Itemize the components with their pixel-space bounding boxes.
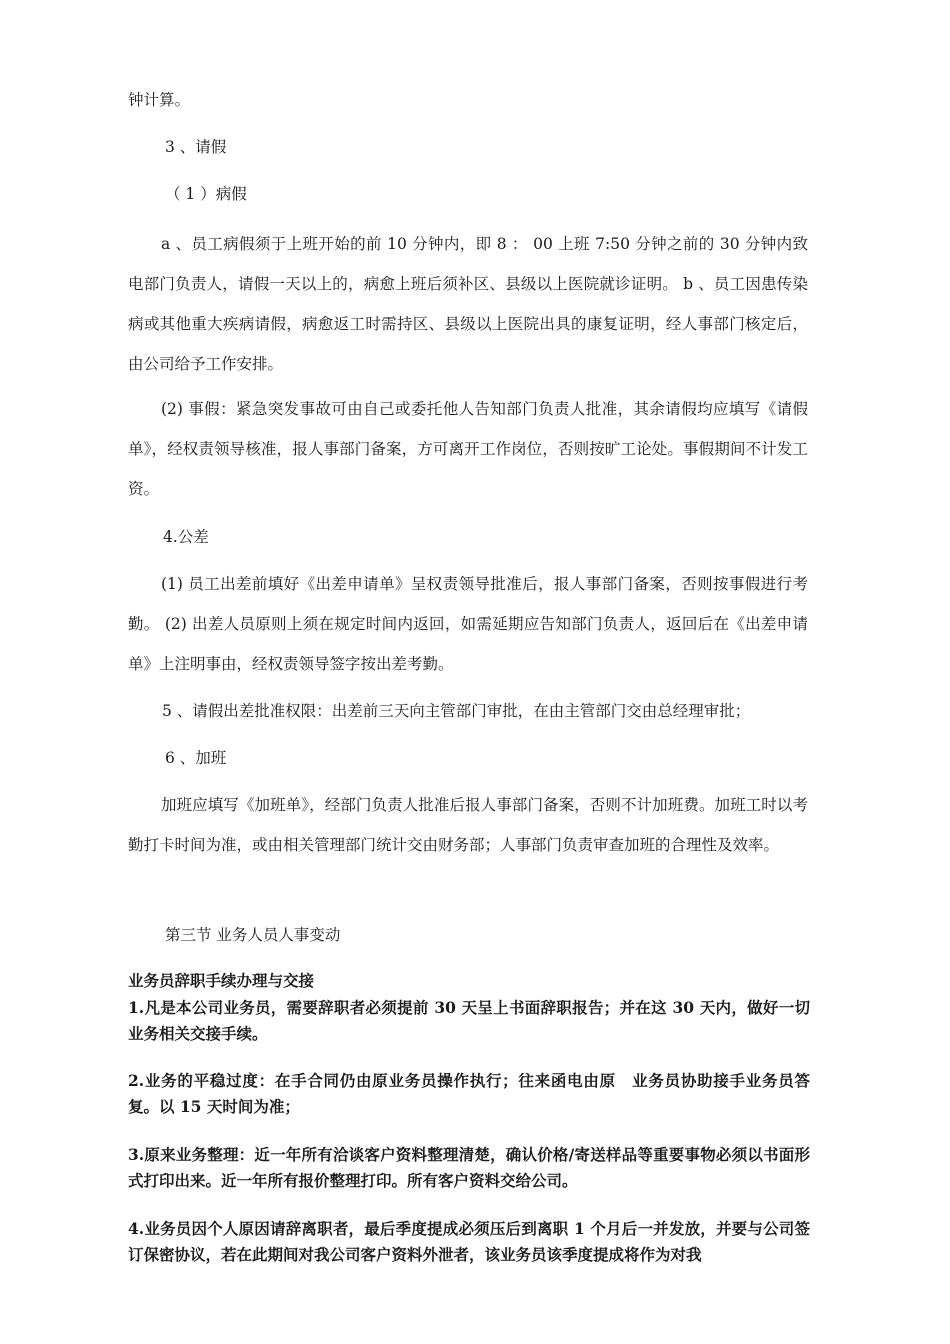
bold-item-4: 4.业务员因个人原因请辞离职者，最后季度提成必须压后到离职 1 个月后一并发放，并要与公司签订保密协议，若在此期间对我公司客户资料外泄者，该业务员该季度提成将作为对我 — [128, 1219, 810, 1264]
paragraph-personal-leave: (2) 事假：紧急突发事故可由自己或委托他人告知部门负责人批准，其余请假均应填写《请假单》，经权责领导核准，报人事部门备案，方可离开工作岗位，否则按旷工论处。事假期间不计发工资。 — [128, 400, 808, 498]
paragraph-overtime: 加班应填写《加班单》，经部门负责人批准后报人事部门备案，否则不计加班费。加班工时以考勤打卡时间为准，或由相关管理部门统计交由财务部；人事部门负责审查加班的合理性及效率。 — [128, 796, 808, 854]
paragraph-continuation: 钟计算。 — [128, 91, 191, 109]
bold-heading-resignation: 业务员辞职手续办理与交接 — [128, 971, 315, 990]
heading-leave: 3 、请假 — [165, 138, 227, 156]
heading-sick-leave: （ 1 ）病假 — [165, 185, 247, 203]
paragraph-approval-authority: 5 、请假出差批准权限：出差前三天向主管部门审批，在由主管部门交由总经理审批； — [162, 702, 751, 720]
heading-overtime: 6 、加班 — [165, 749, 227, 767]
paragraph-business-trip: (1) 员工出差前填好《出差申请单》呈权责领导批准后，报人事部门备案，否则按事假进行考勤。 (2) 出差人员原则上须在规定时间内返回，如需延期应告知部门负责人，返回后在《出差申请单》上注明事由，经权责领导签字按出差考勤。 — [128, 575, 808, 673]
heading-business-trip: 4.公差 — [163, 528, 209, 546]
paragraph-sick-leave: a 、员工病假须于上班开始的前 10 分钟内，即 8 ： 00 上班 7:50 分钟之前的 30 分钟内致电部门负责人，请假一天以上的，病愈上班后须补区、县级以上医院就诊证明。 b 、员工因患传染病或其他重大疾病请假，病愈返工时需持区、县级以上医院出具的康复证明，经人事部门核定后，由公司给予工作安排。 — [128, 235, 808, 373]
bold-item-1: 1.凡是本公司业务员，需要辞职者必须提前 30 天呈上书面辞职报告；并在这 30 天内，做好一切业务相关交接手续。 — [128, 998, 810, 1043]
bold-item-2: 2.业务的平稳过度：在手合同仍由原业务员操作执行；往来函电由原 业务员协助接手业务员答复。以 15 天时间为准； — [128, 1071, 810, 1116]
bold-item-3: 3.原来业务整理：近一年所有洽谈客户资料整理清楚，确认价格/寄送样品等重要事物必须以书面形式打印出来。近一年所有报价整理打印。所有客户资料交给公司。 — [128, 1145, 810, 1190]
section-heading-3: 第三节 业务人员人事变动 — [165, 926, 341, 944]
